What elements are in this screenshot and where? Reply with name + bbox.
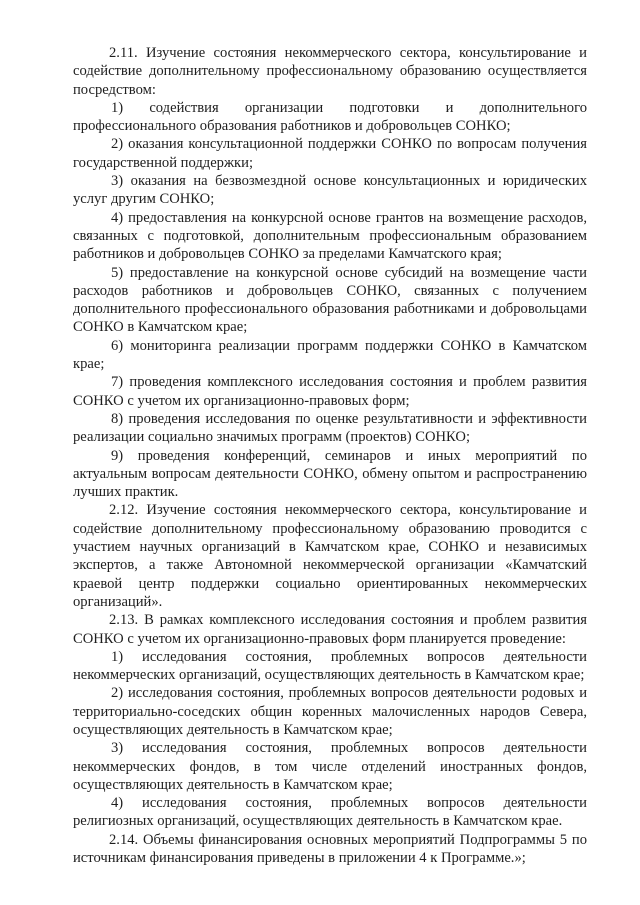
paragraph-2-11-1: 1) содействия организации подготовки и дополнительного профессионального образования работников и добровольцев СОНКО; [73, 99, 587, 135]
paragraph-2-11: 2.11. Изучение состояния некоммерческого сектора, консультирование и содействие дополнительному профессиональному образованию осуществляется посредством: [73, 45, 587, 98]
paragraph-2-13-4: 4) исследования состояния, проблемных вопросов деятельности религиозных организаций, осуществляющих деятельность в Камчатском крае. [73, 795, 587, 830]
paragraph-2-11-4: 4) предоставления на конкурсной основе грантов на возмещение расходов, связанных с подготовкой, дополнительным профессиональным образованием работников и добровольцев СОНКО за пределами Камчатского края; [73, 209, 587, 263]
paragraph-2-11-8: 8) проведения исследования по оценке результативности и эффективности реализации социально значимых программ (проектов) СОНКО; [73, 410, 587, 446]
paragraph-2-11-9: 9) проведения конференций, семинаров и иных мероприятий по актуальным вопросам деятельности СОНКО, обмену опытом и распространению лучших практик. [73, 447, 587, 501]
paragraph-2-13-2: 2) исследования состояния, проблемных вопросов деятельности родовых и территориально-соседских общин коренных малочисленных народов Севера, осуществляющих деятельность в Камчатском крае; [73, 685, 587, 738]
paragraph-2-14: 2.14. Объемы финансирования основных мероприятий Подпрограммы 5 по источникам финансирования приведены в приложении 4 к Программе.»; [73, 831, 587, 867]
paragraph-2-13-3: 3) исследования состояния, проблемных вопросов деятельности некоммерческих фондов, в том числе отделений иностранных фондов, осуществляющих деятельность в Камчатском крае; [73, 740, 587, 793]
document-page [73, 44, 587, 867]
paragraph-2-13-1: 1) исследования состояния, проблемных вопросов деятельности некоммерческих организаций, осуществляющих деятельность в Камчатском крае; [73, 648, 587, 684]
paragraph-2-11-3: 3) оказания на безвозмездной основе консультационных и юридических услуг другим СОНКО; [73, 173, 587, 208]
paragraph-2-11-2: 2) оказания консультационной поддержки СОНКО по вопросам получения государственной поддержки; [73, 136, 587, 171]
paragraph-2-11-6: 6) мониторинга реализации программ поддержки СОНКО в Камчатском крае; [73, 337, 587, 373]
paragraph-2-11-7: 7) проведения комплексного исследования состояния и проблем развития СОНКО с учетом их организационно-правовых форм; [73, 374, 587, 409]
paragraph-2-13: 2.13. В рамках комплексного исследования состояния и проблем развития СОНКО с учетом их организационно-правовых форм планируется проведение: [73, 612, 587, 647]
paragraph-2-12: 2.12. Изучение состояния некоммерческого сектора, консультирование и содействие дополнительному профессиональному образованию проводится с участием научных организаций в Камчатском крае, СОНКО и независимых экспертов, а также Автономной некоммерческой организации «Камчатский краевой центр поддержки социально ориентированных некоммерческих организаций». [73, 502, 587, 610]
paragraph-2-11-5: 5) предоставление на конкурсной основе субсидий на возмещение части расходов работников и добровольцев СОНКО, связанных с получением дополнительного профессионального образования работниками и добровольцами СОНКО в Камчатском крае; [73, 264, 587, 336]
